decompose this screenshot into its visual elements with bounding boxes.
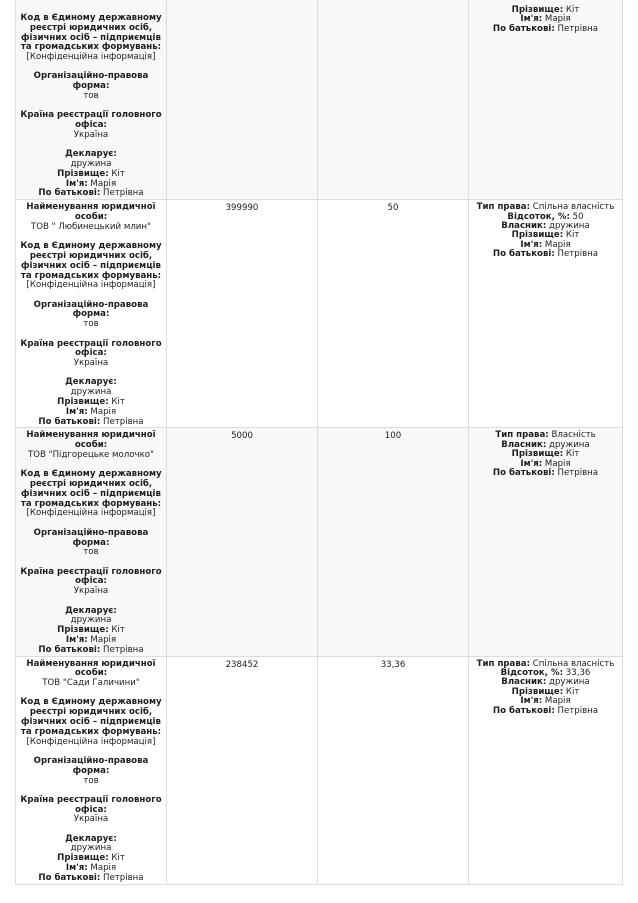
amount-cell [167, 428, 318, 656]
share-value: 100 [384, 431, 402, 442]
patronymic-label: По батькові: [38, 644, 101, 655]
surname-label: Прізвище: [57, 625, 109, 636]
share-cell [318, 656, 469, 884]
rights-patronymic-value: Петрівна [557, 468, 599, 479]
declarant-label: Декларує: [65, 605, 117, 616]
owner-label: Власник: [501, 677, 547, 688]
right-type-value: Власність [551, 430, 596, 441]
rights-first-name-value: Марія [544, 239, 571, 250]
rights-cell [469, 200, 623, 428]
patronymic-value: Петрівна [103, 872, 144, 883]
entity-name-value: ТОВ "Сади Галичини" [42, 678, 140, 689]
code-value: [Конфіденційна інформація] [26, 52, 156, 63]
first-name-value: Марія [90, 634, 117, 645]
entity-name-label: Найменування юридичної особи: [26, 202, 156, 223]
entity-cell [16, 200, 167, 428]
amount-cell [167, 656, 318, 884]
patronymic-label: По батькові: [38, 188, 101, 199]
form-value: тов [83, 547, 99, 558]
table-row [16, 428, 623, 656]
surname-value: Кіт [111, 168, 125, 179]
form-label: Організаційно-правова форма: [33, 71, 149, 92]
share-cell [318, 0, 469, 200]
amount-cell [167, 200, 318, 428]
rights-patronymic-label: По батькові: [492, 23, 555, 34]
surname-label: Прізвище: [57, 853, 109, 864]
percent-label: Відсоток, %: [500, 667, 564, 678]
amount-value: 399990 [225, 203, 259, 214]
right-type-value: Спільна власність [532, 202, 615, 213]
rights-first-name-value: Марія [544, 458, 571, 469]
share-value: 50 [387, 203, 399, 214]
share-cell [318, 428, 469, 656]
first-name-value: Марія [90, 863, 117, 874]
code-value: [Конфіденційна інформація] [26, 736, 156, 747]
entity-cell [16, 428, 167, 656]
rights-cell [469, 656, 623, 884]
right-type-label: Тип права: [476, 202, 531, 213]
entity-name-value: ТОВ "Підгорецьке молочко" [28, 449, 154, 460]
rights-first-name-label: Ім'я: [520, 696, 543, 707]
patronymic-value: Петрівна [103, 188, 144, 199]
rights-patronymic-value: Петрівна [557, 23, 599, 34]
amount-value: 5000 [231, 431, 253, 442]
percent-value: 50 [572, 211, 584, 222]
owner-value: дружина [549, 677, 590, 688]
patronymic-label: По батькові: [38, 416, 101, 427]
share-cell [318, 200, 469, 428]
table-row [16, 656, 623, 884]
share-value: 33,36 [380, 659, 406, 670]
first-name-label: Ім'я: [65, 178, 88, 189]
patronymic-value: Петрівна [103, 416, 144, 427]
right-type-value: Спільна власність [532, 658, 615, 669]
declaration-page [15, 0, 622, 885]
first-name-label: Ім'я: [65, 863, 88, 874]
form-label: Організаційно-правова форма: [33, 527, 149, 548]
amount-cell [167, 0, 318, 200]
first-name-label: Ім'я: [65, 634, 88, 645]
entity-name-value: ТОВ " Любинецький млин" [31, 221, 151, 232]
code-label: Код в Єдиному державному реєстрі юридичних осіб, фізичних осіб – підприємців та громадських формувань: [20, 697, 162, 737]
country-value: Україна [73, 814, 109, 825]
rights-first-name-label: Ім'я: [520, 239, 543, 250]
owner-label: Власник: [501, 439, 547, 450]
owner-value: дружина [549, 221, 590, 232]
rights-first-name-label: Ім'я: [520, 14, 543, 25]
surname-label: Прізвище: [57, 397, 109, 407]
country-label: Країна реєстрації головного офіса: [20, 338, 162, 359]
country-value: Україна [73, 358, 109, 369]
country-value: Україна [73, 129, 109, 140]
rights-surname-label: Прізвище: [511, 230, 564, 241]
form-label: Організаційно-правова форма: [33, 755, 149, 776]
country-value: Україна [73, 586, 109, 597]
corporate-rights-table [15, 0, 623, 885]
surname-value: Кіт [111, 853, 125, 864]
form-label: Організаційно-правова форма: [33, 299, 149, 320]
rights-cell [469, 0, 623, 200]
country-label: Країна реєстрації головного офіса: [20, 794, 162, 815]
country-label: Країна реєстрації головного офіса: [20, 566, 162, 587]
percent-label: Відсоток, %: [507, 211, 570, 222]
declarant-value: дружина [70, 843, 112, 854]
entity-name-label: Найменування юридичної особи: [26, 430, 156, 451]
rights-patronymic-label: По батькові: [492, 468, 555, 479]
rights-surname-label: Прізвище: [511, 449, 564, 460]
patronymic-label: По батькові: [38, 872, 101, 883]
owner-label: Власник: [501, 221, 547, 232]
rights-patronymic-label: По батькові: [492, 249, 555, 260]
first-name-value: Марія [90, 178, 117, 189]
percent-value: 33,36 [565, 667, 591, 678]
declarant-label: Декларує: [65, 149, 117, 160]
entity-cell [16, 0, 167, 200]
amount-value: 238452 [225, 659, 259, 670]
rights-surname-value: Кіт [565, 5, 580, 15]
rights-surname-label: Прізвище: [511, 5, 564, 15]
rights-first-name-value: Марія [544, 14, 571, 25]
form-value: тов [83, 91, 99, 102]
code-label: Код в Єдиному державному реєстрі юридичних осіб, фізичних осіб – підприємців та громадських формувань: [20, 241, 162, 281]
right-type-label: Тип права: [476, 658, 531, 669]
table-row [16, 0, 623, 200]
declarant-value: дружина [70, 159, 112, 170]
surname-label: Прізвище: [57, 168, 109, 179]
rights-surname-value: Кіт [565, 686, 580, 697]
table-row [16, 200, 623, 428]
declarant-label: Декларує: [65, 833, 117, 844]
rights-patronymic-label: По батькові: [492, 705, 555, 716]
rights-patronymic-value: Петрівна [557, 249, 599, 260]
code-label: Код в Єдиному державному реєстрі юридичних осіб, фізичних осіб – підприємців та громадських формувань: [20, 13, 162, 53]
rights-first-name-value: Марія [544, 696, 571, 707]
owner-value: дружина [549, 439, 590, 450]
rights-surname-label: Прізвище: [511, 686, 564, 697]
form-value: тов [83, 775, 99, 786]
code-value: [Конфіденційна інформація] [26, 508, 156, 519]
entity-cell [16, 656, 167, 884]
right-type-label: Тип права: [495, 430, 549, 441]
country-label: Країна реєстрації головного офіса: [20, 110, 162, 131]
rights-cell [469, 428, 623, 656]
surname-value: Кіт [111, 625, 125, 636]
rights-first-name-label: Ім'я: [520, 458, 543, 469]
rights-surname-value: Кіт [565, 230, 580, 241]
entity-name-label: Найменування юридичної особи: [26, 658, 156, 679]
declarant-value: дружина [70, 387, 112, 398]
declarant-value: дружина [70, 615, 112, 626]
patronymic-value: Петрівна [103, 644, 144, 655]
first-name-value: Марія [90, 406, 117, 417]
surname-value: Кіт [111, 397, 125, 407]
code-label: Код в Єдиному державному реєстрі юридичних осіб, фізичних осіб – підприємців та громадських формувань: [20, 469, 162, 509]
code-value: [Конфіденційна інформація] [26, 280, 156, 291]
rights-surname-value: Кіт [565, 449, 580, 460]
first-name-label: Ім'я: [65, 406, 88, 417]
form-value: тов [83, 319, 99, 330]
rights-patronymic-value: Петрівна [557, 705, 599, 716]
declarant-label: Декларує: [65, 377, 117, 388]
